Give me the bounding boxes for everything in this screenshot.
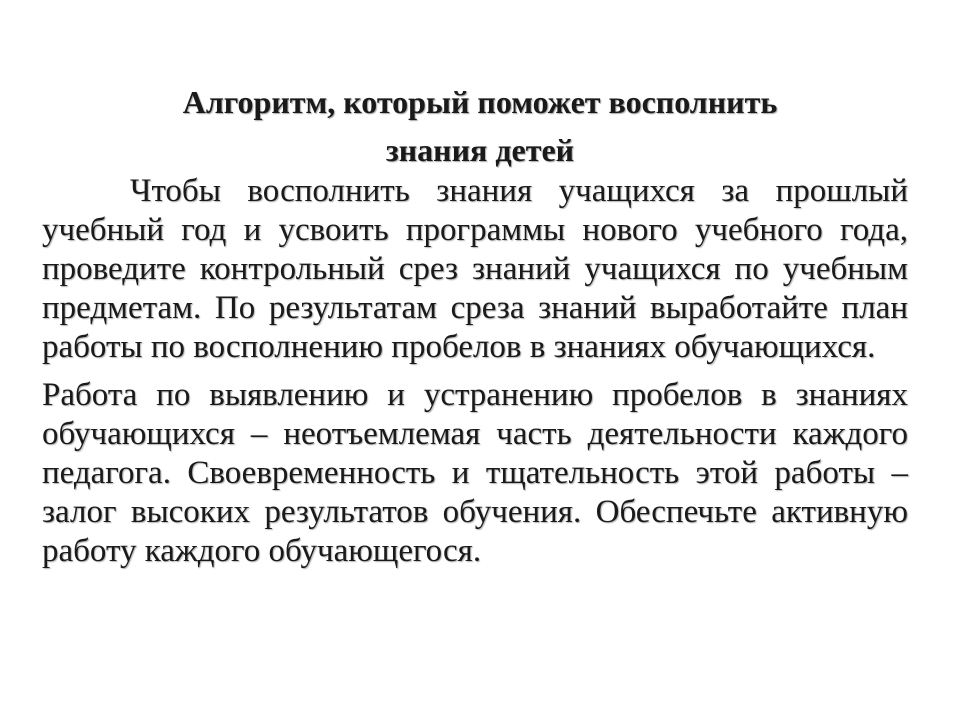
paragraph-1: Чтобы восполнить знания учащихся за прошлый учебный год и усвоить программы нового учебного года, проведите контрольный срез знаний учащихся по учебным предметам. По результатам среза знаний выработайте план работы по восполнению пробелов в знаниях обучающихся. [42, 173, 908, 365]
slide-body [42, 172, 908, 571]
title-line-1: Алгоритм, который поможет восполнить [182, 84, 778, 120]
paragraph-2: Работа по выявлению и устранению пробелов в знаниях обучающихся – неотъемлемая часть деятельности каждого педагога. Своевременность и тщательность этой работы – залог высоких результатов обучения. Обеспечьте активную работу каждого обучающегося. [42, 377, 908, 569]
title-line-2: знания детей [385, 132, 575, 168]
slide-title [0, 78, 960, 174]
